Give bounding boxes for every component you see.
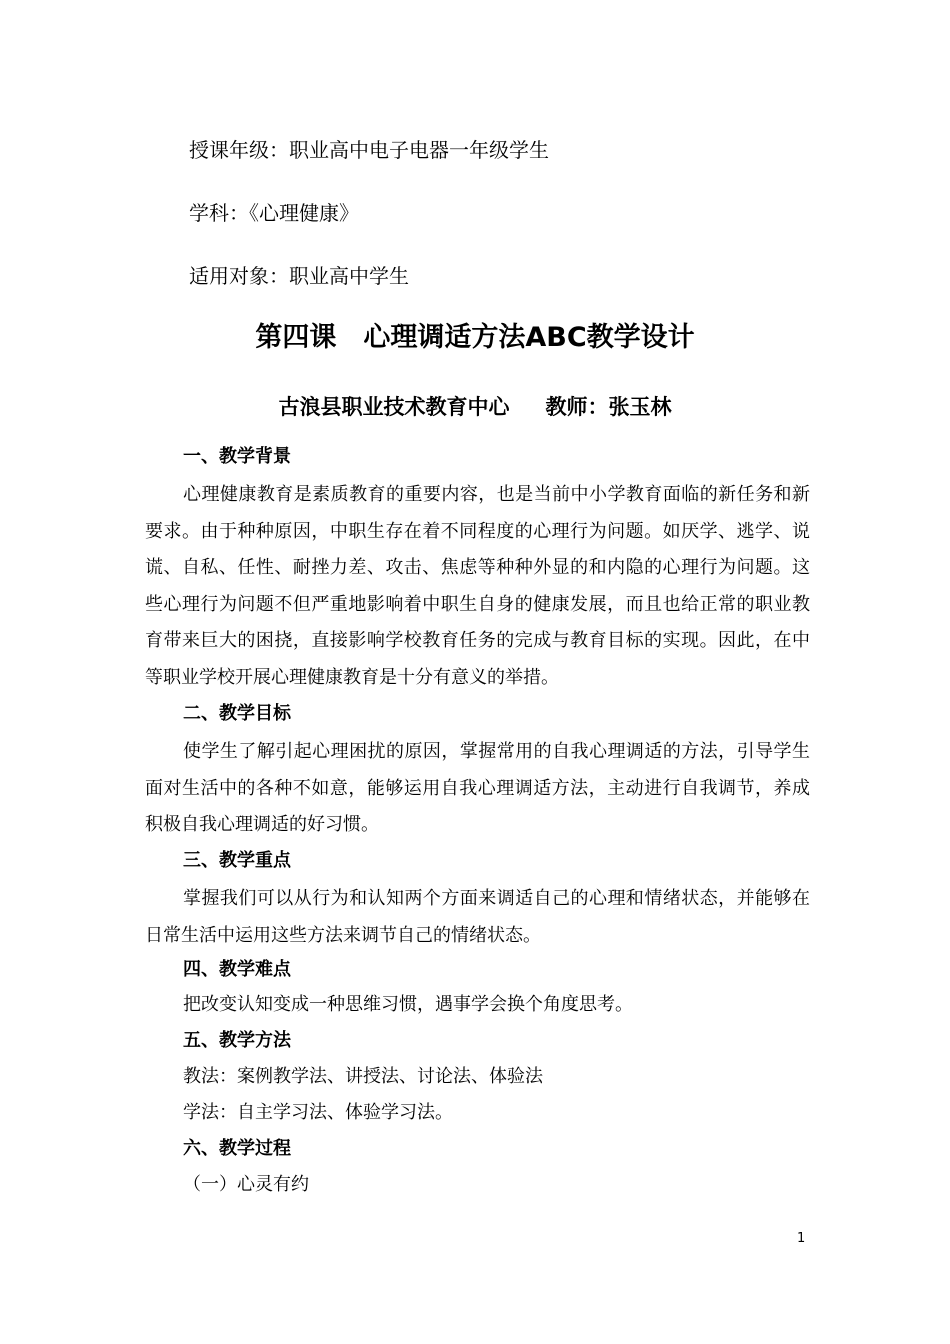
- section-heading-difficulties: 四、教学难点: [183, 959, 291, 980]
- section-text-goals: 使学生了解引起心理困扰的原因，掌握常用的自我心理调适的方法，引导学生面对生活中的各种不如意，能够运用自我心理调适方法，主动进行自我调节，养成积极自我心理调适的好习惯。: [145, 741, 810, 835]
- author-line: [0, 391, 950, 423]
- section-text-difficulties: 把改变认知变成一种思维习惯，遇事学会换个角度思考。: [183, 994, 633, 1015]
- section-heading-methods: 五、教学方法: [183, 1030, 291, 1051]
- learning-methods-line: 学法：自主学习法、体验学习法。: [183, 1102, 453, 1123]
- section-heading-background: 一、教学背景: [183, 446, 291, 467]
- grade-line: 授课年级：职业高中电子电器一年级学生: [189, 138, 549, 162]
- lesson-title: 第四课 心理调适方法ABC教学设计: [255, 322, 695, 353]
- section-heading-process: 六、教学过程: [183, 1138, 291, 1159]
- teacher-name: 教师：张玉林: [545, 395, 672, 419]
- audience-line: 适用对象：职业高中学生: [189, 264, 409, 288]
- school-name: 古浪县职业技术教育中心: [278, 395, 510, 419]
- teaching-methods-line: 教法：案例教学法、讲授法、讨论法、体验法: [183, 1066, 543, 1087]
- process-subsection-1: （一）心灵有约: [183, 1174, 309, 1195]
- section-text-background: 心理健康教育是素质教育的重要内容，也是当前中小学教育面临的新任务和新要求。由于种种原因，中职生存在着不同程度的心理行为问题。如厌学、逃学、说谎、自私、任性、耐挫力差、攻击、焦虑等种种外显的和内隐的心理行为问题。这些心理行为问题不但严重地影响着中职生自身的健康发展，而且也给正常的职业教育带来巨大的困挠，直接影响学校教育任务的完成与教育目标的实现。因此，在中等职业学校开展心理健康教育是十分有意义的举措。: [145, 484, 810, 688]
- section-heading-goals: 二、教学目标: [183, 703, 291, 724]
- page-number: 1: [797, 1231, 806, 1246]
- section-heading-key-points: 三、教学重点: [183, 850, 291, 871]
- section-text-key-points: 掌握我们可以从行为和认知两个方面来调适自己的心理和情绪状态，并能够在日常生活中运用这些方法来调节自己的情绪状态。: [145, 888, 810, 946]
- subject-line: 学科：《心理健康》: [189, 201, 359, 225]
